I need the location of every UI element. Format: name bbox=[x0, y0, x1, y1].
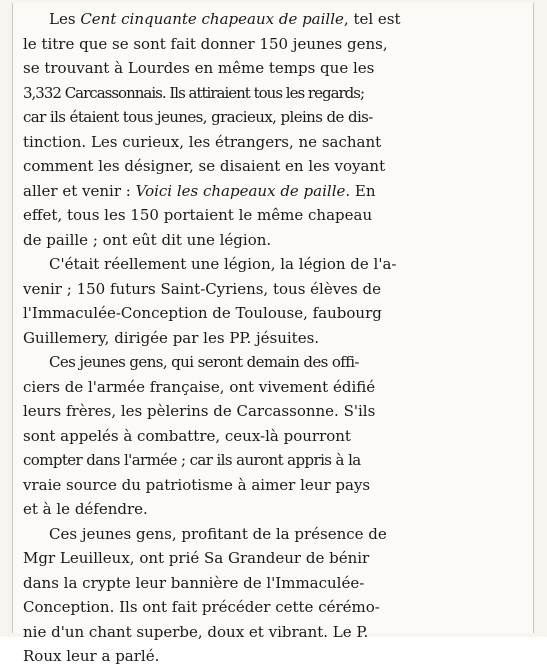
text-segment: se trouvant à Lourdes en même temps que les bbox=[23, 59, 375, 77]
text-segment: compter dans l'armée ; car ils auront appris à la bbox=[23, 451, 361, 469]
text-line bbox=[23, 424, 526, 449]
text-segment: Les bbox=[49, 10, 81, 28]
text-segment: Ces jeunes gens, profitant de la présence de bbox=[49, 524, 387, 543]
text-line bbox=[23, 7, 526, 32]
text-segment: sont appelés à combattre, ceux-là pourront bbox=[23, 426, 351, 445]
text-line bbox=[23, 277, 526, 302]
paragraph bbox=[23, 7, 526, 252]
text-line bbox=[23, 130, 526, 155]
text-segment: nie d'un chant superbe, doux et vibrant. Le P. bbox=[23, 622, 369, 641]
text-line bbox=[23, 228, 526, 253]
text-line bbox=[23, 32, 526, 57]
text-segment: dans la crypte leur bannière de l'Immaculée- bbox=[23, 573, 365, 592]
paragraph bbox=[23, 252, 526, 350]
text-line bbox=[23, 252, 526, 277]
text-line bbox=[23, 350, 526, 375]
text-line bbox=[23, 154, 526, 179]
text-segment: de paille ; ont eût dit une légion. bbox=[23, 230, 272, 249]
text-line bbox=[23, 203, 526, 228]
text-segment: vraie source du patriotisme à aimer leur pays bbox=[23, 475, 371, 494]
text-line bbox=[23, 448, 526, 473]
text-line bbox=[23, 375, 526, 400]
text-segment: leurs frères, les pèlerins de Carcassonne. S'ils bbox=[23, 402, 376, 420]
text-segment: venir ; 150 futurs Saint-Cyriens, tous élèves de bbox=[23, 279, 382, 298]
text-line bbox=[23, 301, 526, 326]
text-line bbox=[23, 56, 526, 81]
text-segment: Conception. Ils ont fait précéder cette cérémo- bbox=[23, 598, 380, 616]
italic-text: Voici les chapeaux de paille bbox=[135, 181, 346, 200]
text-segment: Ces jeunes gens, qui seront demain des offi- bbox=[49, 353, 359, 371]
text-line bbox=[23, 105, 526, 130]
paragraph bbox=[23, 522, 526, 669]
text-segment: le titre que se sont fait donner 150 jeunes gens, bbox=[23, 34, 388, 53]
text-segment: car ils étaient tous jeunes, gracieux, pleins de dis- bbox=[23, 108, 373, 126]
text-line bbox=[23, 546, 526, 571]
text-segment: C'était réellement une légion, la légion de l'a- bbox=[49, 255, 397, 273]
paragraph bbox=[23, 350, 526, 522]
text-line bbox=[23, 399, 526, 424]
text-line bbox=[23, 644, 526, 669]
italic-text: Cent cinquante chapeaux de paille bbox=[80, 10, 344, 28]
text-segment: aller et venir : bbox=[23, 181, 136, 200]
text-segment: l'Immaculée-Conception de Toulouse, faubourg bbox=[23, 304, 382, 322]
text-line bbox=[23, 595, 526, 620]
text-line bbox=[23, 81, 526, 106]
text-segment: tinction. Les curieux, les étrangers, ne sachant bbox=[23, 132, 382, 151]
text-line bbox=[23, 497, 526, 522]
text-line bbox=[23, 179, 526, 204]
text-line bbox=[23, 473, 526, 498]
text-line bbox=[23, 620, 526, 645]
text-line bbox=[23, 326, 526, 351]
text-segment: comment les désigner, se disaient en les voyant bbox=[23, 157, 386, 175]
text-segment: et à le défendre. bbox=[23, 500, 148, 518]
text-segment: Mgr Leuilleux, ont prié Sa Grandeur de bénir bbox=[23, 549, 370, 567]
text-segment: , tel est bbox=[343, 10, 401, 28]
text-line bbox=[23, 571, 526, 596]
text-segment: ciers de l'armée française, ont vivement édifié bbox=[23, 377, 376, 396]
article-body bbox=[23, 7, 526, 669]
text-column bbox=[12, 3, 534, 665]
text-segment: 3,332 Carcassonnais. Ils attiraient tous les regards; bbox=[23, 83, 365, 102]
text-segment: . En bbox=[345, 181, 376, 200]
text-segment: effet, tous les 150 portaient le même chapeau bbox=[23, 206, 373, 224]
text-segment: Roux leur a parlé. bbox=[23, 647, 160, 665]
text-segment: Guillemery, dirigée par les PP. jésuites. bbox=[23, 328, 320, 347]
text-line bbox=[23, 522, 526, 547]
